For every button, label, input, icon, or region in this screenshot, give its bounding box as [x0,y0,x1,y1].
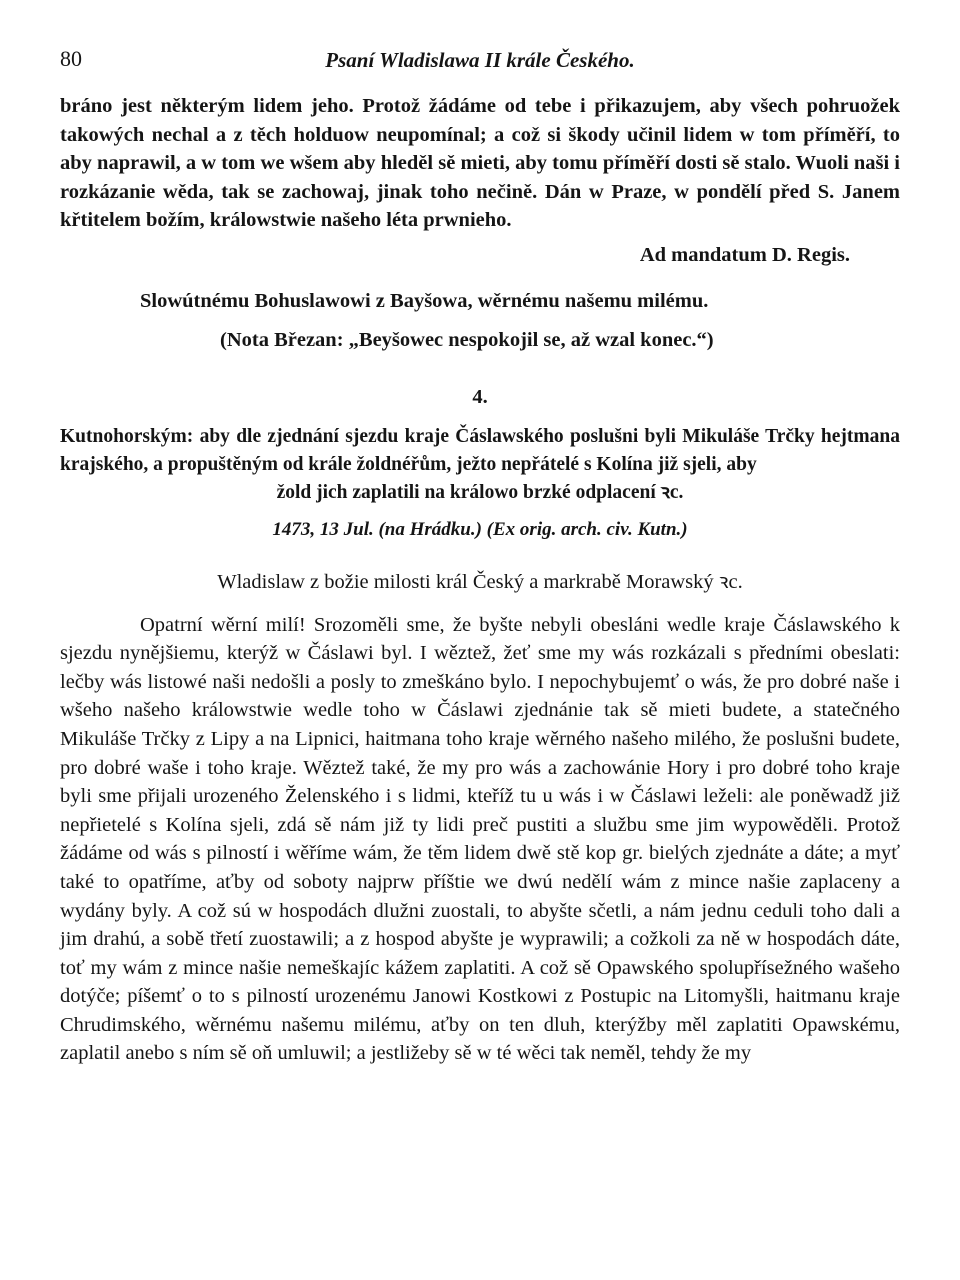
previous-letter-text: bráno jest některým lidem jeho. Protož žádáme od tebe i přikazujem, aby všech pohruožek takowých nechal a z těch holduow neupomínal; a což si škody učinil lidem w tom příměří, to aby naprawil, a w tom we wšem aby hleděl sě mieti, aby tomu příměří dosti sě stalo. Wuoli naši i rozkázanie wěda, tak se zachowaj, jinak toho nečině. Dán w Praze, w pondělí před S. Janem křtitelem božím, králowstwie našeho léta prwnieho. [60,95,900,232]
mandate-signature: Ad mandatum D. Regis. [639,243,850,266]
document-number: 4. [472,385,488,408]
letter-address: Slowútnému Bohuslawowi z Bayšowa, wěrnému našemu milému. [140,289,709,312]
editor-note: (Nota Březan: „Beyšowec nespokojil se, až wzal konec.“) [220,328,714,351]
summary-last-line: žold jich zaplatili na králowo brzké odplacení ꝛc. [276,481,684,503]
page-number: 80 [60,46,82,71]
letter-text: Opatrní wěrní milí! Srozoměli sme, že byšte nebyli obesláni wedle kraje Čáslawského k sjezdu nynějšiemu, kterýž w Čáslawi byl. I wěztež, žeť sme my wás rozkázali s předními obeslati: lečby wás listowé naši nedošli a posly to zmeškáno bylo. I nepochybujemť o wás, že pro dobré naše i wšeho našeho králowstwie wedle toho w Čáslawi zjednánie tak sě mieti budete, a statečného Mikuláše Trčky z Lipy a na Lipnici, haitmana toho kraje wěrného našeho milého, že poslušni budete, pro dobré waše i toho kraje. Wěztež také, že my pro wás a zachowánie Hory i pro dobré toho kraje byli sme přijali urozeného Želenského i s lidmi, kteříž tu u wás i w Čáslawi leželi: ale poněwadž již nepřietelé s Kolína sjeli, zdá sě nám již ty lidi preč pustiti a službu sme jim wypowěděli. Protož žádáme od wás s pilností i wěříme wám, že těm lidem dwě stě kop gr. bielých zjednáte a dáte; a myť také to opatříme, aťby od soboty najprw příštie we dwú nedělí wám z mince našie zaplaceny a wydány byly. A což sú w hospodách dlužni zuostali, to abyšte sčetli, a nám jednu ceduli toho dali a jim drahú, a sobě třetí zuostawili; a z hospod abyšte je wyprawili; a cožkoli za ně w hospodách dáte, toť my wám z mince našie nemeškajíc kážem zaplatiti. A což sě Opawského spolupřísežného wašeho dotýče; píšemť o to s pilností urozenému Janowi Kostkowi z Postupic na Litomyšli, haitmanu kraje Chrudimského, wěrnému našemu milému, aťby on ten dluh, kterýžby měl zaplatiti Opawskému, zaplatil anebo s ním sě oň umluwil; a jestližeby sě w té wěci tak neměl, tehdy že my [60,613,900,1065]
date-and-source: 1473, 13 Jul. (na Hrádku.) (Ex orig. arch. civ. Kutn.) [272,518,688,540]
page-header [60,42,900,78]
royal-intitulatio: Wladislaw z božie milosti král Český a markrabě Morawský ꝛc. [217,570,743,593]
page-body [60,92,900,1068]
running-title: Psaní Wladislawa II krále Českého. [325,48,635,72]
document-summary [60,423,900,507]
summary-text: Kutnohorským: aby dle zjednání sjezdu kraje Čáslawského poslušni byli Mikuláše Trčky hejtmana krajského, a propuštěným od krále žoldnéřům, ježto nepřátelé s Kolína již sjeli, aby [60,425,900,475]
